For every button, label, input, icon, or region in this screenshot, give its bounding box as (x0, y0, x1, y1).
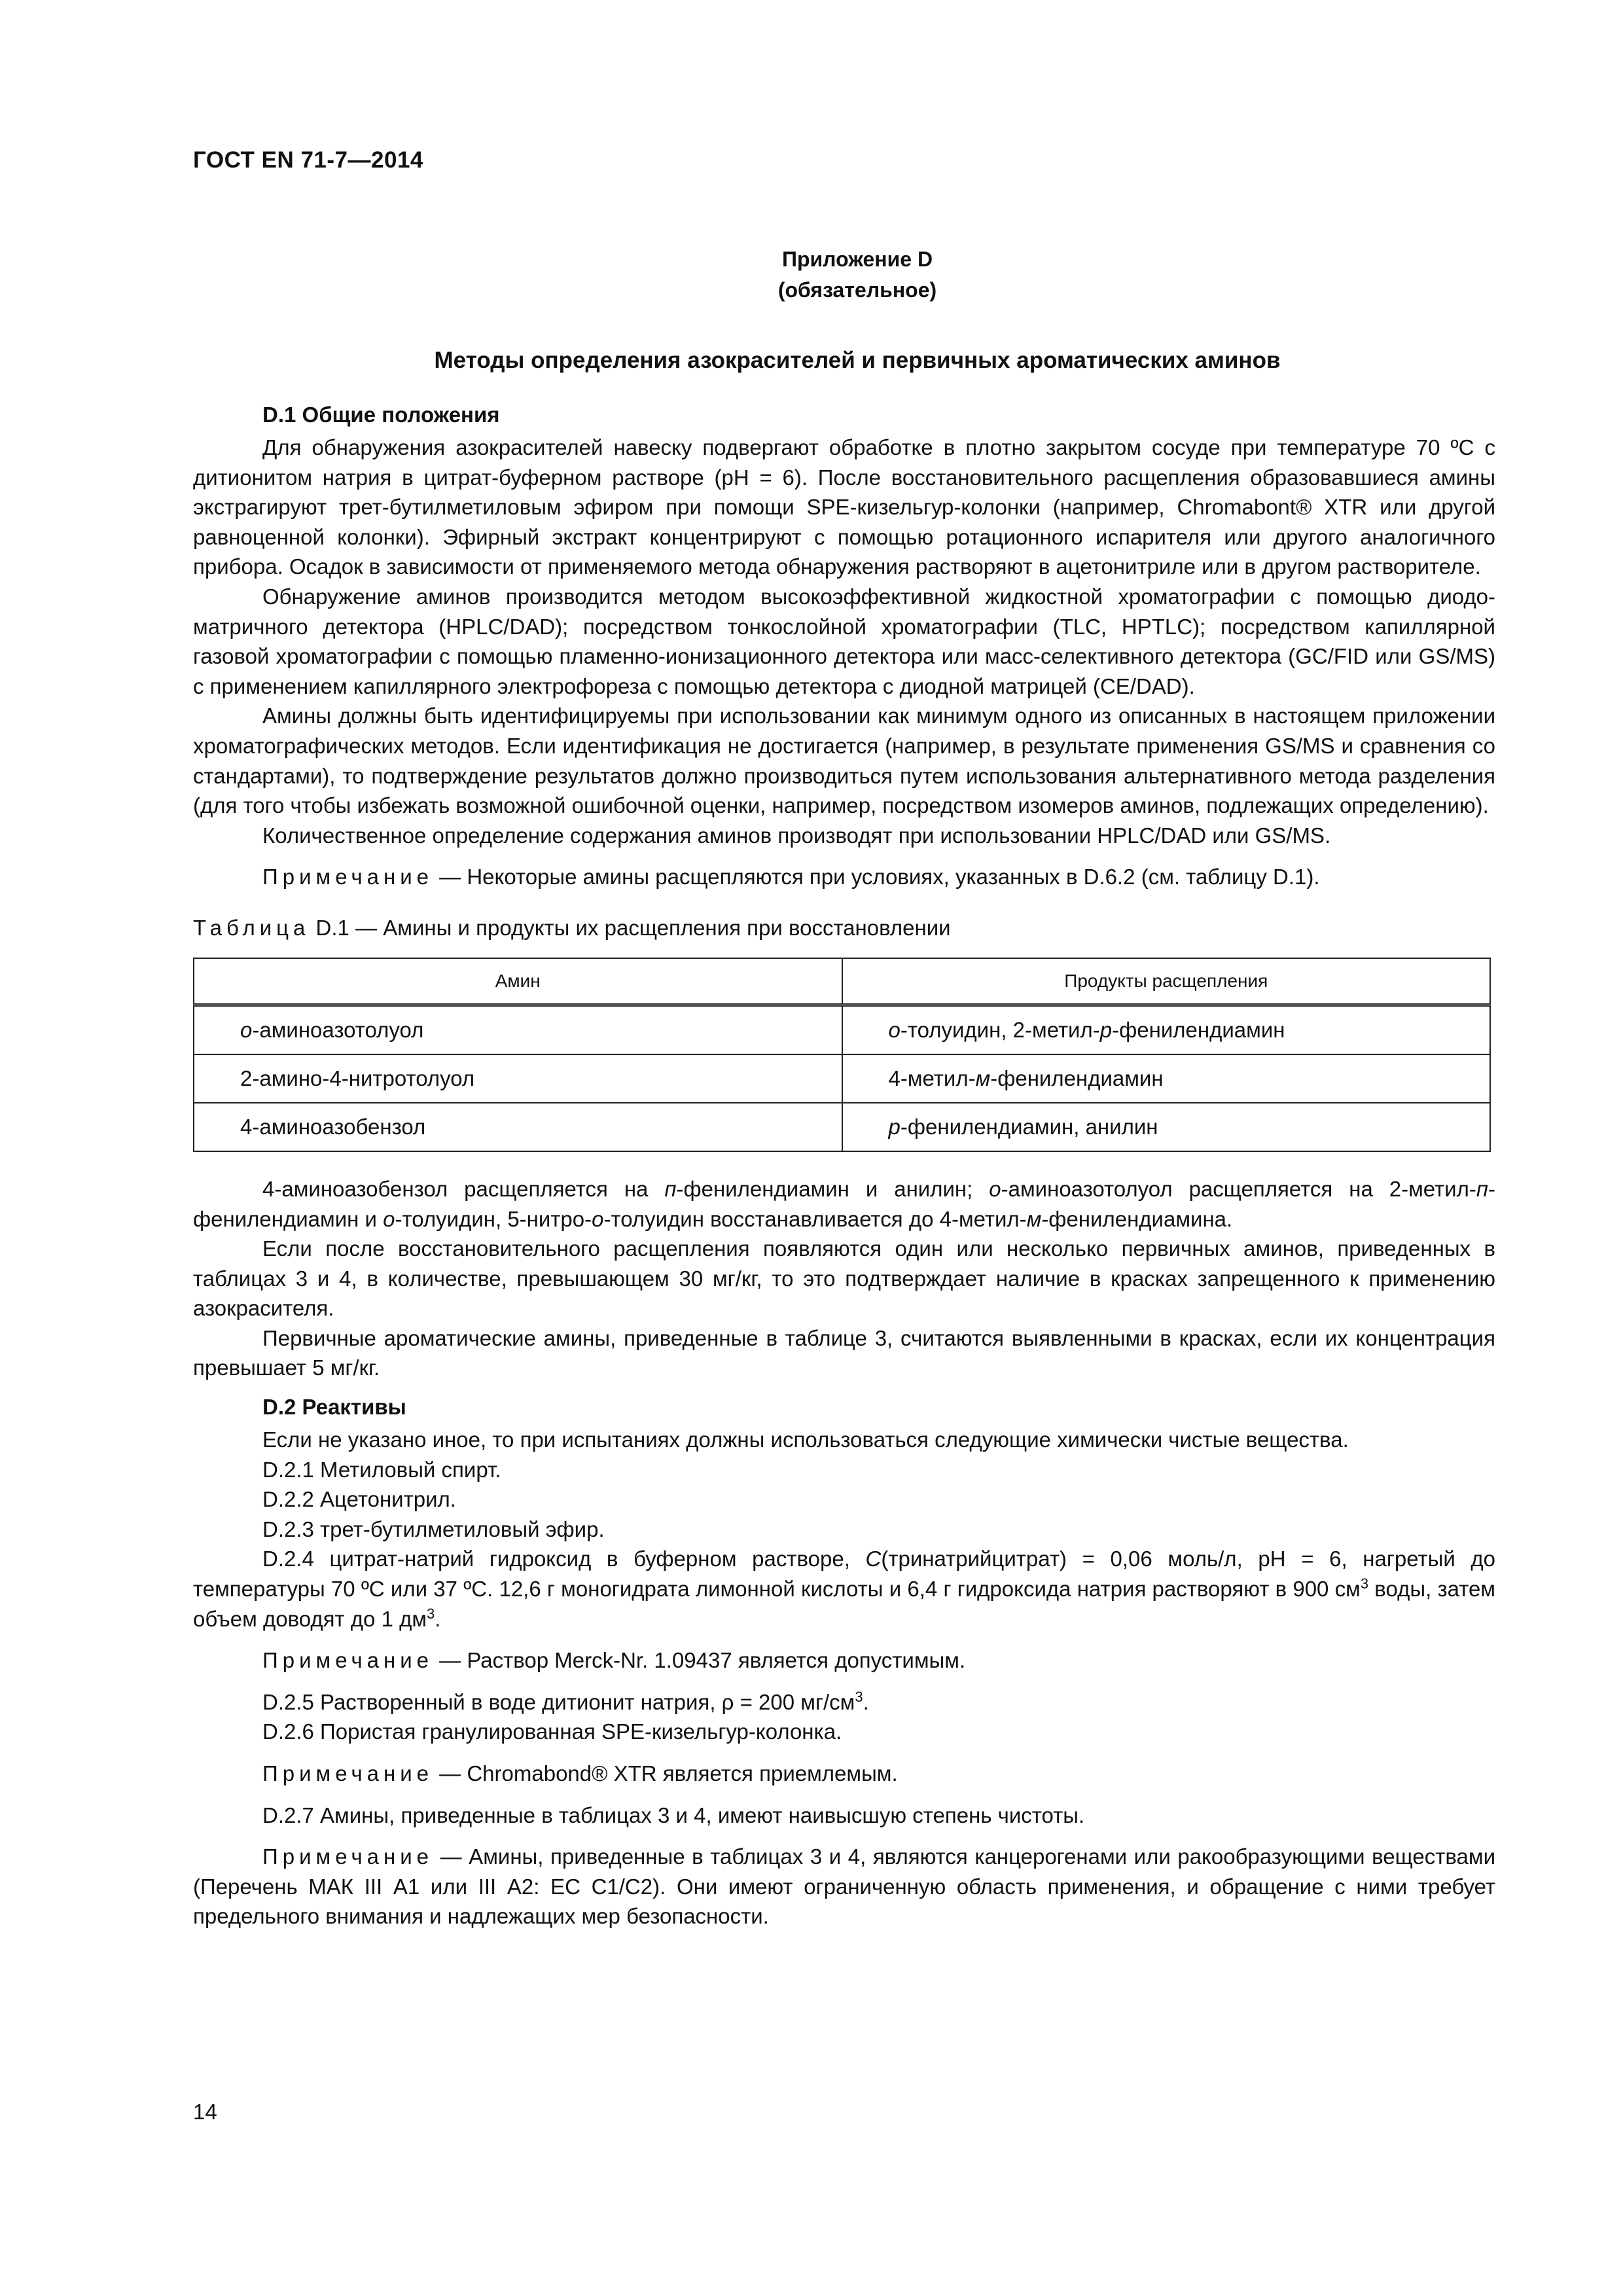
list-item: D.2.1 Метиловый спирт. (262, 1457, 501, 1482)
annex-status: (обязательное) (777, 278, 937, 302)
table-caption-text: D.1 — Амины и продукты их расщепления при восстановлении (310, 915, 951, 940)
list-item: D.2.5 Растворенный в воде дитионит натрия, ρ = 200 $мг/см^3$. (262, 1688, 869, 1714)
list-item: D.2.2 Ацетонитрил. (262, 1487, 456, 1512)
amines-table (193, 958, 1491, 1152)
paragraph: Количественное определение содержания аминов производят при использовании HPLC/DAD или GS/MS. (262, 823, 1331, 848)
table-row (194, 1005, 1490, 1054)
note-text: — Амины, приведенные в таблицах 3 и 4, являются канцерогенами или ракообразующими веществами (Перечень МАК III А1 или III А2: EC C1/C2). Они имеют ограниченную область применения, и обращение с ними требует предельного внимания и надлежащих мер безопасности. (193, 1844, 1495, 1929)
paragraph: Если не указано иное, то при испытаниях должны использоваться следующие химически чистые вещества. (262, 1427, 1349, 1452)
document-id: ГОСТ EN 71-7—2014 (193, 147, 423, 173)
annex-name: Приложение D (781, 247, 933, 271)
page-number: 14 (193, 2100, 217, 2124)
document-page (193, 147, 1495, 1943)
note-text: — Некоторые амины расщепляются при условиях, указанных в D.6.2 (см. таблицу D.1). (433, 865, 1320, 889)
table-row (194, 1103, 1490, 1151)
column-header-amine: Амин (194, 958, 842, 1005)
column-header-products: Продукты расщепления (842, 958, 1491, 1005)
table-cell-products: 4-метил-м-фенилендиамин (842, 1054, 1491, 1103)
table-caption (193, 916, 1495, 941)
table-row (194, 1054, 1490, 1103)
note (193, 1759, 1495, 1789)
paragraph: Для обнаружения азокрасителей навеску подвергают обработке в плотно закрытом сосуде при температуре 70 ºС с дитионитом натрия в цитрат-буферном растворе (рН = 6). После восстановительного расщепления образовавшиеся амины экстрагируют трет-бутилметиловым эфиром при помощи SPE-кизельгур-колонки (например, Chromabont® XTR или другой равноценной колонки). Эфирный экстракт концентрируют с помощью ротационного испарителя или другого аналогичного прибора. Осадок в зависимости от применяемого метода обнаружения растворяют в ацетонитриле или в другом растворителе. (193, 435, 1495, 579)
table-cell-amine: 2-амино-4-нитротолуол (194, 1054, 842, 1103)
list-item: D.2.3 трет-бутилметиловый эфир. (262, 1516, 605, 1541)
table-cell-products: р-фенилендиамин, анилин (842, 1103, 1491, 1151)
note-text: — Раствор Merck-Nr. 1.09437 является допустимым. (433, 1648, 966, 1673)
section-heading-d2: D.2 Реактивы (262, 1395, 406, 1420)
table-caption-label: Таблица (193, 915, 310, 940)
note-label: Примечание (262, 1648, 434, 1673)
section-heading-d1: D.1 Общие положения (262, 403, 500, 427)
paragraph: 4-аминоазобензол расщепляется на п-фенилендиамин и анилин; о-аминоазотолуол расщепляется на 2-метил-п-фенилендиамин и о-толуидин, 5-нитро-о-толуидин восстанавливается до 4-метил-м-фенилендиамина. (193, 1176, 1496, 1231)
table-cell-amine: о-аминоазотолуол (194, 1005, 842, 1054)
paragraph: Первичные ароматические амины, приведенные в таблице 3, считаются выявленными в красках, если их концентрация превышает 5 мг/кг. (193, 1325, 1495, 1380)
note-label: Примечание (262, 865, 434, 889)
paragraph: Если после восстановительного расщепления появляются один или несколько первичных аминов, приведенных в таблицах 3 и 4, в количестве, превышающем 30 мг/кг, то это подтверждает наличие в красках запрещенного к применению азокрасителя. (193, 1236, 1495, 1321)
table-cell-amine: 4-аминоазобензол (194, 1103, 842, 1151)
note (193, 862, 1495, 892)
note (193, 1842, 1495, 1931)
note-label: Примечание (262, 1761, 434, 1785)
list-item: D.2.4 цитрат-натрий гидроксид в буферном растворе, С(тринатрийцитрат) = 0,06 моль/л, рН = 6, нагретый до температуры 70 ºС или 37 ºС. 12,6 г моногидрата лимонной кислоты и 6,4 г гидроксида натрия растворяют в 900 $см^3$ воды, затем объем доводят до 1 $дм^3$. (193, 1547, 1495, 1631)
paragraph: Амины должны быть идентифицируемы при использовании как минимум одного из описанных в настоящем приложении хроматографических методов. Если идентификация не достигается (например, в результате применения GS/MS и сравнения со стандартами), то подтверждение результатов должно производиться путем использования альтернативного метода разделения (для того чтобы избежать возможной ошибочной оценки, например, посредством изомеров аминов, подлежащих определению). (193, 704, 1495, 818)
note-text: — Chromabond® XTR является приемлемым. (433, 1761, 898, 1785)
note-label: Примечание (262, 1844, 434, 1869)
paragraph: Обнаружение аминов производится методом высокоэффективной жидкостной хроматографии с помощью диодо-матричного детектора (HPLC/DAD); посредством тонкослойной хроматографии (TLC, HPTLC); посредством капиллярной газовой хроматографии с помощью пламенно-ионизационного детектора или масс-селективного детектора (GC/FID или GS/MS) с применением капиллярного электрофореза с помощью детектора с диодной матрицей (CE/DAD). (193, 584, 1495, 698)
list-item: D.2.7 Амины, приведенные в таблицах 3 и 4, имеют наивысшую степень чистоты. (262, 1803, 1085, 1827)
note (193, 1645, 1495, 1676)
annex-title: Методы определения азокрасителей и первичных ароматических аминов (434, 348, 1281, 373)
table-cell-products: о-толуидин, 2-метил-р-фенилендиамин (842, 1005, 1491, 1054)
list-item: D.2.6 Пористая гранулированная SPE-кизельгур-колонка. (262, 1719, 842, 1744)
